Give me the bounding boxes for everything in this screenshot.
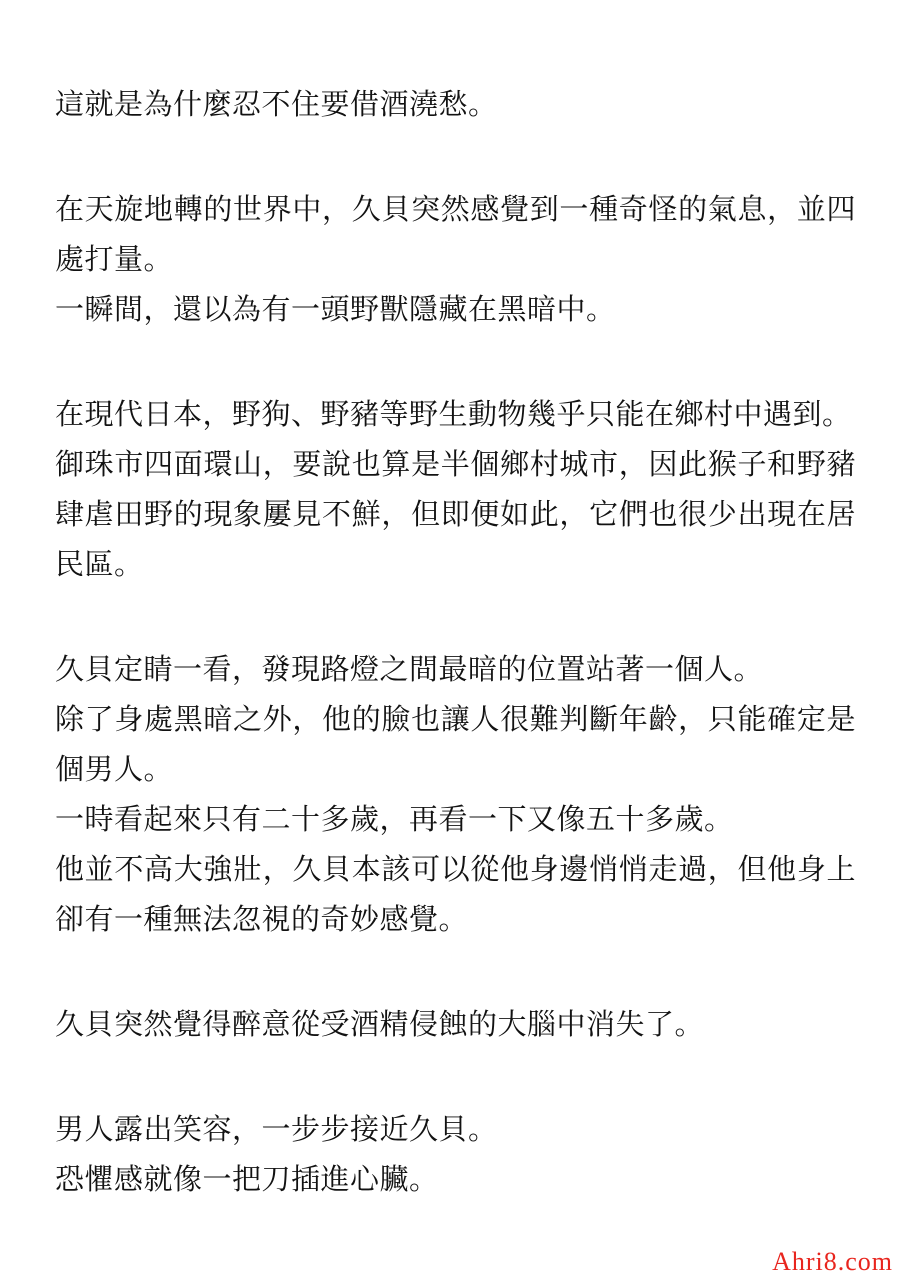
- paragraph: [55, 1105, 856, 1205]
- paragraph: [55, 185, 856, 335]
- text-line: 一瞬間，還以為有一頭野獸隱藏在黑暗中。: [55, 294, 616, 326]
- text-line: 久貝突然覺得醉意從受酒精侵蝕的大腦中消失了。: [55, 1009, 705, 1041]
- text-line: 御珠市四面環山，要說也算是半個鄉村城市，因此猴子和野豬肆虐田野的現象屢見不鮮，但即便如此，它們也很少出現在居民區。: [55, 449, 856, 581]
- text-line: 這就是為什麼忍不住要借酒澆愁。: [55, 89, 498, 121]
- text-line: 男人露出笑容，一步步接近久貝。: [55, 1114, 498, 1146]
- paragraph: [55, 390, 856, 590]
- novel-text-body: [55, 80, 856, 1205]
- text-line: 除了身處黑暗之外，他的臉也讓人很難判斷年齡，只能確定是個男人。: [55, 704, 856, 786]
- text-line: 久貝定睛一看，發現路燈之間最暗的位置站著一個人。: [55, 654, 764, 686]
- text-line: 恐懼感就像一把刀插進心臟。: [55, 1164, 439, 1196]
- text-line: 他並不高大強壯，久貝本該可以從他身邊悄悄走過，但他身上卻有一種無法忽視的奇妙感覺。: [55, 854, 856, 936]
- text-line: 在天旋地轉的世界中，久貝突然感覺到一種奇怪的氣息，並四處打量。: [55, 194, 856, 276]
- watermark: Ahri8.com: [772, 1247, 893, 1276]
- paragraph: [55, 1000, 856, 1050]
- text-line: 一時看起來只有二十多歲，再看一下又像五十多歲。: [55, 804, 734, 836]
- paragraph: [55, 80, 856, 130]
- text-line: 在現代日本，野狗、野豬等野生動物幾乎只能在鄉村中遇到。: [55, 399, 852, 431]
- paragraph: [55, 645, 856, 945]
